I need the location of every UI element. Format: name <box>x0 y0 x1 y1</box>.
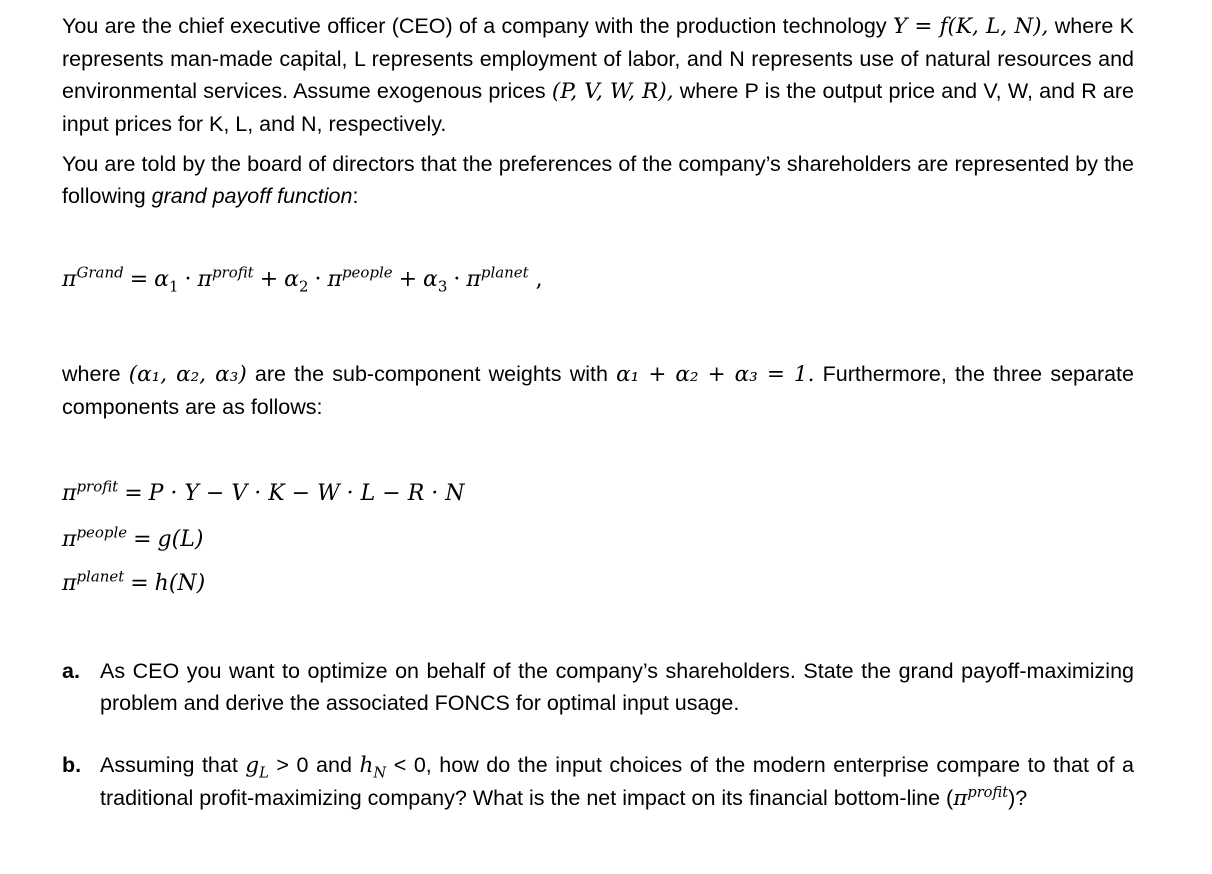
question-b <box>62 749 1134 815</box>
question-a <box>62 655 1134 719</box>
price-vector: (P, V, W, R), <box>551 79 674 104</box>
planet-equation: $\pi^{planet} = h(N)$ <box>62 567 206 596</box>
weights-sum: α₁ + α₂ + α₃ = 1. <box>616 362 815 387</box>
intro-paragraph-1: You are the chief executive officer (CEO) of a company with the production technology Y = f(K, L, N), where K represents man-made capital, L represents employment of labor, and N represents use of natural resources and environmental services. Assume exogenous prices (P, V, W, R), where P is the output price and V, W, and R are input prices for K, L, and N, respectively. <box>62 14 1134 136</box>
question-b-text: Assuming that $g_L > 0$ and $h_N < 0$, how do the input choices of the modern enterprise compare to that of a traditional profit-maximizing company? What is the net impact on its financial bottom-line $(\pi^{profit})$? <box>100 753 1134 811</box>
intro-paragraph-2: You are told by the board of directors that the preferences of the company’s shareholders are represented by the following grand payoff function: <box>62 152 1134 208</box>
grand-payoff-term: grand payoff function <box>151 184 353 208</box>
grand-payoff-equation: $\pi^{Grand} = \alpha_1 \cdot \pi^{profit} + \alpha_2 \cdot \pi^{people} + \alpha_3 \cdot \pi^{planet}$ , <box>62 263 543 296</box>
question-b-label: b. <box>62 753 82 777</box>
weights-vector: (α₁, α₂, α₃) <box>128 362 247 387</box>
question-a-text: As CEO you want to optimize on behalf of the company’s shareholders. State the grand payoff-maximizing problem and derive the associated FONCS for optimal input usage. <box>100 659 1134 715</box>
people-equation: $\pi^{people} = g(L)$ <box>62 523 204 552</box>
weights-paragraph: where (α₁, α₂, α₃) are the sub-component weights with α₁ + α₂ + α₃ = 1. Furthermore, the three separate components are as follows: <box>62 362 1134 419</box>
question-a-label: a. <box>62 659 80 683</box>
profit-equation: $\pi^{profit} = P \cdot Y - V \cdot K - W \cdot L - R \cdot N$ <box>62 477 465 506</box>
production-function: Y = f(K, L, N), <box>892 14 1049 39</box>
